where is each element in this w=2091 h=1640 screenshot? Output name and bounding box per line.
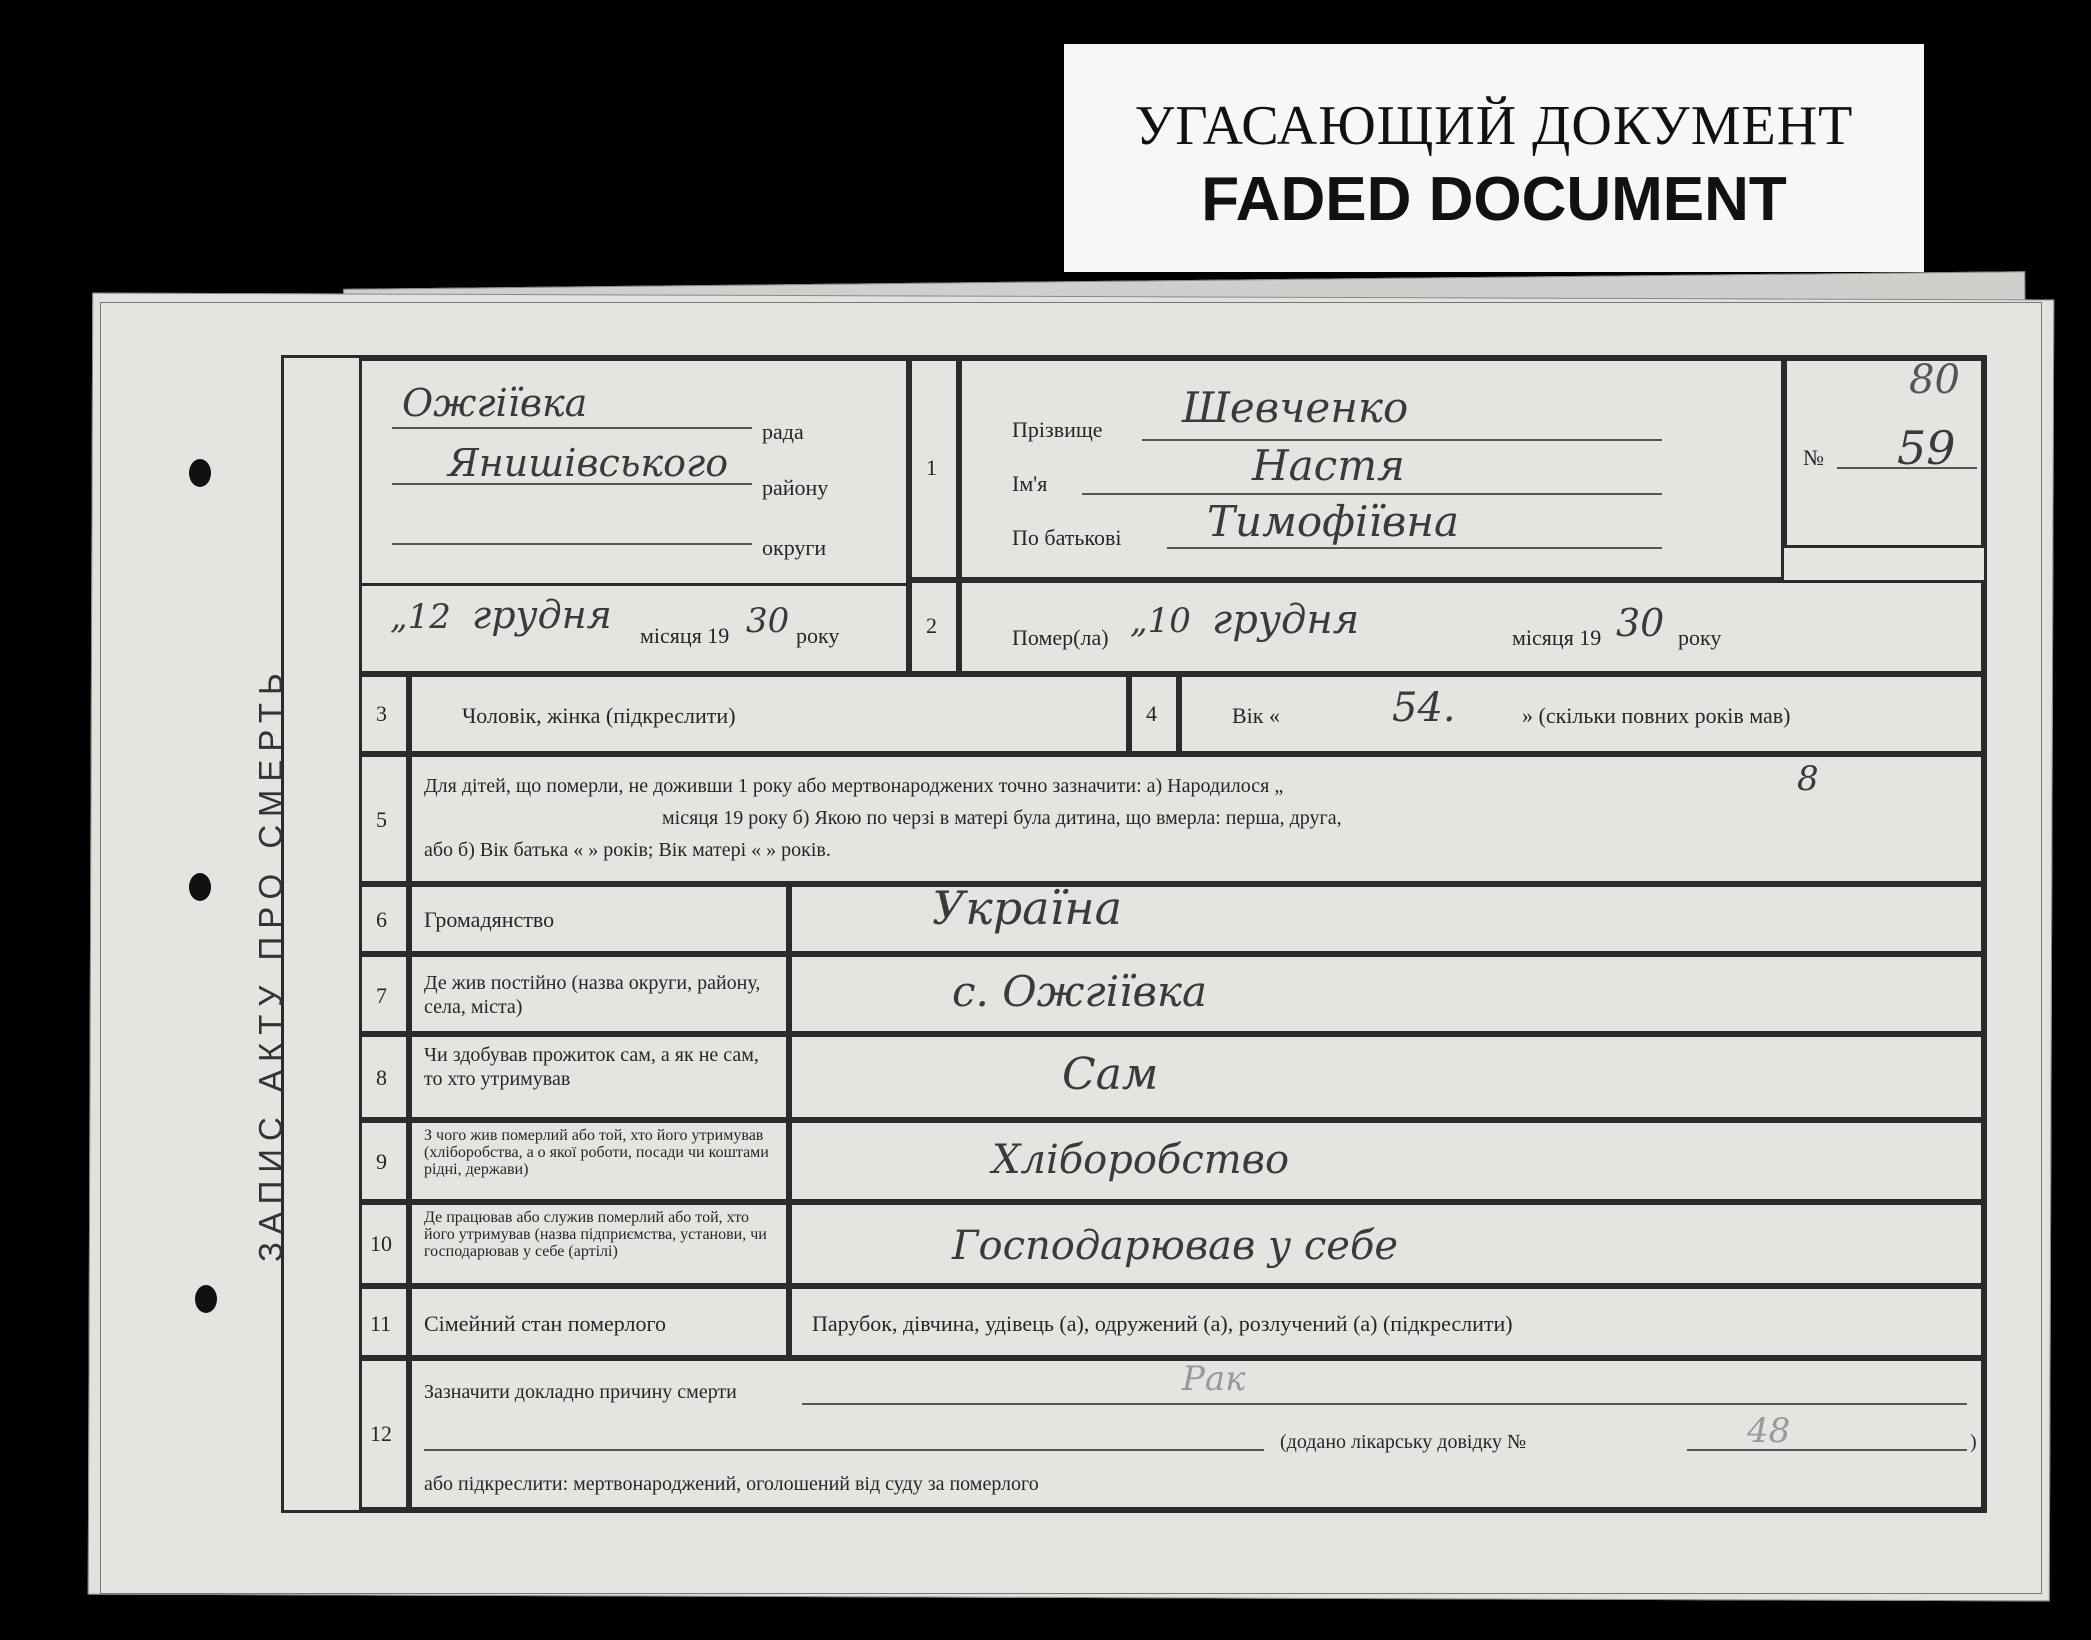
form-frame: ЗАПИС АКТУ ПРО СМЕРТЬ Ожгіївка рада Янишівського району округи „12 грудня місяця 19 30 року 1 Прізвище Шевченко Ім'я Настя По батькові Тимофіївна № 59 2 Помер(ла) „10 грудня місяця 19 30 року 3 Чоловік, жінка (підкреслити) 4 Вік « 54. » (скільки повних років мав) 5 Для дітей, що померли, не доживши 1 року або мертвонароджених точно зазначити: а) Народилося „ 8 місяця 19 року б) Якою по черзі в матері була дитина, що вмерла: перша, друга, або б) Вік батька « » років; Вік матері « » років. 6 Громадянство Україна 7 Де жив постійно (назва округи, району, села, міста) с. Ожгіївка 8 Чи здобував прожиток сам, а як не сам, то хто утримував Сам 9 З чого жив померлий або той, хто його утримував (хліборобства, а о якої роботи, посади чи коштами рідні, держави) Хліборобство 10 Де працював або служив померлий або той, хто його утримував (назва підприємства, установи, чи господарював у себе (артілі) Господарював у себе 11 Сімейний стан померлого Парубок, дівчина, удівець (а), одружений (а), розлучений (а) (підкреслити) 12 Зазначити докладно причину смерти Рак (додано лікарську довідку № 48 ) або підкреслити: мертвонароджений, оголошений від суду за померлого [281, 355, 1987, 1513]
marital-options: Парубок, дівчина, удівець (а), одружений (а), розлучений (а) (підкреслити) [812, 1311, 1513, 1336]
infant-line-2: місяця 19 року б) Якою по черзі в матері була дитина, що вмерла: перша, друга, [662, 807, 1342, 829]
cause-value: Рак [1182, 1359, 1246, 1399]
residence-label-cell [409, 954, 789, 1034]
death-month: грудня [1212, 597, 1360, 643]
row-4-number-cell: 4 [1129, 674, 1179, 754]
record-month-label: місяця 19 [640, 623, 730, 648]
row-8-number-cell: 8 [359, 1034, 409, 1120]
cause-of-death-cell [409, 1358, 1984, 1510]
name-label: Ім'я [1012, 471, 1048, 496]
row-2-death-date-cell [959, 580, 1984, 674]
row-3-number-cell: 3 [359, 674, 409, 754]
label-english: FADED DOCUMENT [1201, 165, 1787, 234]
workplace-label: Де працював або служив померлий або той, хто його утримував (назва підприємства, установи, чи господарював у себе (артілі) [424, 1209, 767, 1260]
record-day: „12 [390, 597, 451, 637]
rada-value: Ожгіївка [402, 381, 588, 425]
livelihood-label: Чи здобував прожиток сам, а як не сам, то хто утримував [424, 1044, 759, 1090]
row-10-number-cell: 10 [359, 1202, 409, 1286]
marital-label-cell [409, 1286, 789, 1358]
record-number-line [1837, 467, 1977, 469]
stillborn-note: або підкреслити: мертвонароджений, оголошений від суду за померлого [424, 1473, 1039, 1495]
surname-label: Прізвище [1012, 417, 1103, 442]
row-7-number-cell: 7 [359, 954, 409, 1034]
death-month-label: місяця 19 [1512, 625, 1602, 650]
death-year-label: року [1678, 625, 1722, 650]
infant-line-1: Для дітей, що померли, не доживши 1 року або мертвонароджених точно зазначити: а) Народилося „ [424, 775, 1284, 797]
workplace-value-cell [789, 1202, 1984, 1286]
cause-label: Зазначити докладно причину смерти [424, 1381, 737, 1403]
label-russian: УГАСАЮЩИЙ ДОКУМЕНТ [1134, 95, 1854, 157]
record-year-label: року [796, 623, 840, 648]
death-year: 30 [1616, 601, 1665, 645]
record-year: 30 [746, 601, 790, 641]
age-suffix: » (скільки повних років мав) [1522, 703, 1791, 728]
record-month: грудня [472, 593, 612, 637]
workplace-label-cell [409, 1202, 789, 1286]
corner-number: 80 [1909, 357, 1960, 403]
livelihood-label-cell [409, 1034, 789, 1120]
number-label: № [1803, 445, 1824, 470]
patronymic-label: По батькові [1012, 525, 1122, 550]
death-record-card [100, 302, 2042, 1594]
cause-line-2 [424, 1449, 1264, 1451]
header-divider [362, 583, 906, 586]
income-source-value-cell [789, 1120, 1984, 1202]
okruha-line [392, 543, 752, 545]
surname-value: Шевченко [1182, 383, 1409, 432]
certificate-number: 48 [1747, 1411, 1791, 1451]
rada-line [392, 427, 752, 429]
marital-label: Сімейний стан померлого [424, 1311, 666, 1336]
row-1-name-cell [959, 358, 1784, 580]
header-left-block [359, 358, 909, 674]
row-12-number-cell: 12 [359, 1358, 409, 1510]
binder-hole [189, 459, 211, 487]
marital-value-cell [789, 1286, 1984, 1358]
livelihood-value-cell [789, 1034, 1984, 1120]
name-line [1082, 493, 1662, 495]
binder-hole [189, 873, 211, 901]
citizenship-label: Громадянство [424, 907, 555, 932]
raion-value: Янишівського [448, 441, 729, 485]
citizenship-label-cell [409, 884, 789, 954]
residence-label: Де жив постійно (назва округи, району, села, міста) [424, 972, 761, 1018]
certificate-label: (додано лікарську довідку № [1280, 1431, 1527, 1453]
raion-line [392, 483, 752, 485]
raion-label: району [762, 475, 829, 500]
age-label: Вік « [1232, 703, 1280, 728]
cause-line [802, 1403, 1967, 1405]
record-number-cell [1784, 358, 1984, 548]
age-cell [1179, 674, 1984, 754]
workplace-value: Господарював у себе [952, 1223, 1399, 1269]
certificate-close: ) [1970, 1431, 1977, 1453]
sex-cell [409, 674, 1129, 754]
age-value: 54. [1392, 685, 1456, 731]
income-source-value: Хліборобство [992, 1137, 1290, 1183]
row-9-number-cell: 9 [359, 1120, 409, 1202]
row-6-number-cell: 6 [359, 884, 409, 954]
row-11-number-cell: 11 [359, 1286, 409, 1358]
citizenship-value: Україна [932, 881, 1123, 935]
income-source-label-cell [409, 1120, 789, 1202]
infant-death-cell [409, 754, 1984, 884]
row-1-number-cell: 1 [909, 358, 959, 580]
income-source-label: З чого жив померлий або той, хто його утримував (хліборобства, а о якої роботи, посади чи коштами рідні, держави) [424, 1127, 769, 1178]
row-2-number-cell: 2 [909, 580, 959, 674]
infant-born-value: 8 [1797, 759, 1819, 799]
rada-label: рада [762, 419, 804, 444]
okruha-label: округи [762, 535, 827, 560]
binder-hole [195, 1285, 217, 1313]
row-5-number-cell: 5 [359, 754, 409, 884]
patronymic-value: Тимофіївна [1207, 497, 1460, 546]
record-number-value: 59 [1897, 421, 1956, 475]
infant-line-3: або б) Вік батька « » років; Вік матері « » років. [424, 839, 831, 861]
patronymic-line [1167, 547, 1662, 549]
residence-value: с. Ожгіївка [952, 967, 1208, 1016]
died-label: Помер(ла) [1012, 625, 1109, 650]
residence-value-cell [789, 954, 1984, 1034]
name-value: Настя [1252, 441, 1405, 490]
certificate-line [1687, 1449, 1967, 1451]
sex-text: Чоловік, жінка (підкреслити) [462, 703, 736, 728]
citizenship-value-cell [789, 881, 1984, 954]
death-day: „10 [1130, 601, 1191, 641]
faded-document-label [1064, 44, 1924, 272]
livelihood-value: Сам [1062, 1049, 1159, 1100]
